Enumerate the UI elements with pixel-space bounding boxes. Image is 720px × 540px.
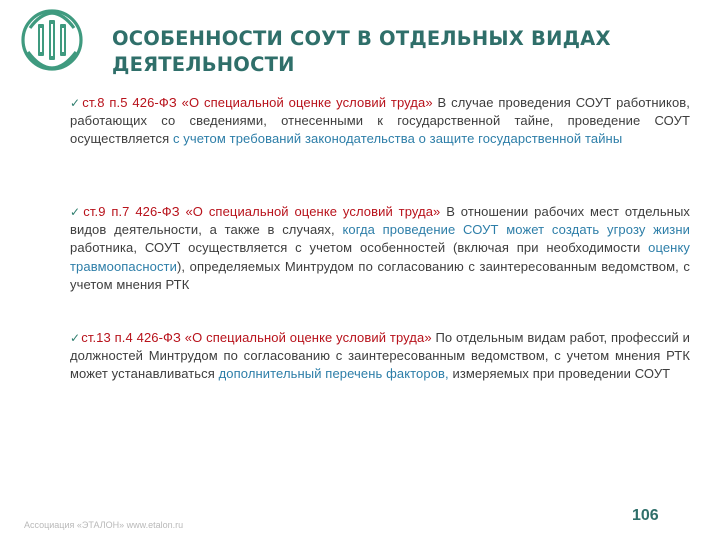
- paragraph-text: ), определяемых Минтрудом по согласованию с заинтересованным ведомством, с учетом мнения РТК: [70, 258, 690, 292]
- check-bullet-icon: ✓: [70, 205, 83, 219]
- slide-title-line-2: ДЕЯТЕЛЬНОСТИ: [112, 53, 295, 76]
- check-bullet-icon: ✓: [70, 331, 81, 345]
- law-reference: ст.8 п.5 426-ФЗ «О специальной оценке условий труда»: [82, 95, 433, 110]
- footer-caption: Ассоциация «ЭТАЛОН» www.etalon.ru: [24, 520, 184, 530]
- highlighted-text: дополнительный перечень факторов,: [218, 366, 449, 382]
- bullet-paragraph-1: [70, 94, 690, 149]
- etalon-logo-icon: [20, 8, 84, 72]
- slide-title: [112, 26, 702, 78]
- bullet-paragraph-2: [70, 203, 690, 294]
- law-reference: ст.9 п.7 426-ФЗ «О специальной оценке условий труда»: [83, 204, 441, 219]
- paragraph-text: работника, СОУТ осуществляется с учетом особенностей (включая при необходимости: [70, 240, 649, 256]
- slide-title-line-1: ОСОБЕННОСТИ СОУТ В ОТДЕЛЬНЫХ ВИДАХ: [112, 27, 611, 50]
- highlighted-text: оценку травмоопасности: [70, 240, 690, 274]
- paragraph-text: измеряемых при проведении СОУТ: [448, 366, 671, 382]
- paragraph-text: В отношении рабочих мест отдельных видов деятельности, а также в случаях,: [70, 204, 691, 238]
- highlighted-text: когда проведение СОУТ может создать угрозу жизни: [342, 222, 691, 238]
- bullet-paragraph-3: [70, 329, 690, 384]
- paragraph-text: По отдельным видам работ, профессий и должностей Минтрудом по согласованию с заинтересованным ведомством, с учетом мнения РТК может устанавливаться: [70, 330, 691, 382]
- paragraph-text: В случае проведения СОУТ работников, работающих со сведениями, отнесенными к государственной тайне, проведение СОУТ осуществляется: [70, 95, 691, 147]
- law-reference: ст.13 п.4 426-ФЗ «О специальной оценке условий труда»: [81, 330, 432, 345]
- check-bullet-icon: ✓: [70, 96, 82, 110]
- highlighted-text: с учетом требований законодательства о защите государственной тайны: [172, 131, 623, 147]
- page-number: 106: [632, 507, 659, 524]
